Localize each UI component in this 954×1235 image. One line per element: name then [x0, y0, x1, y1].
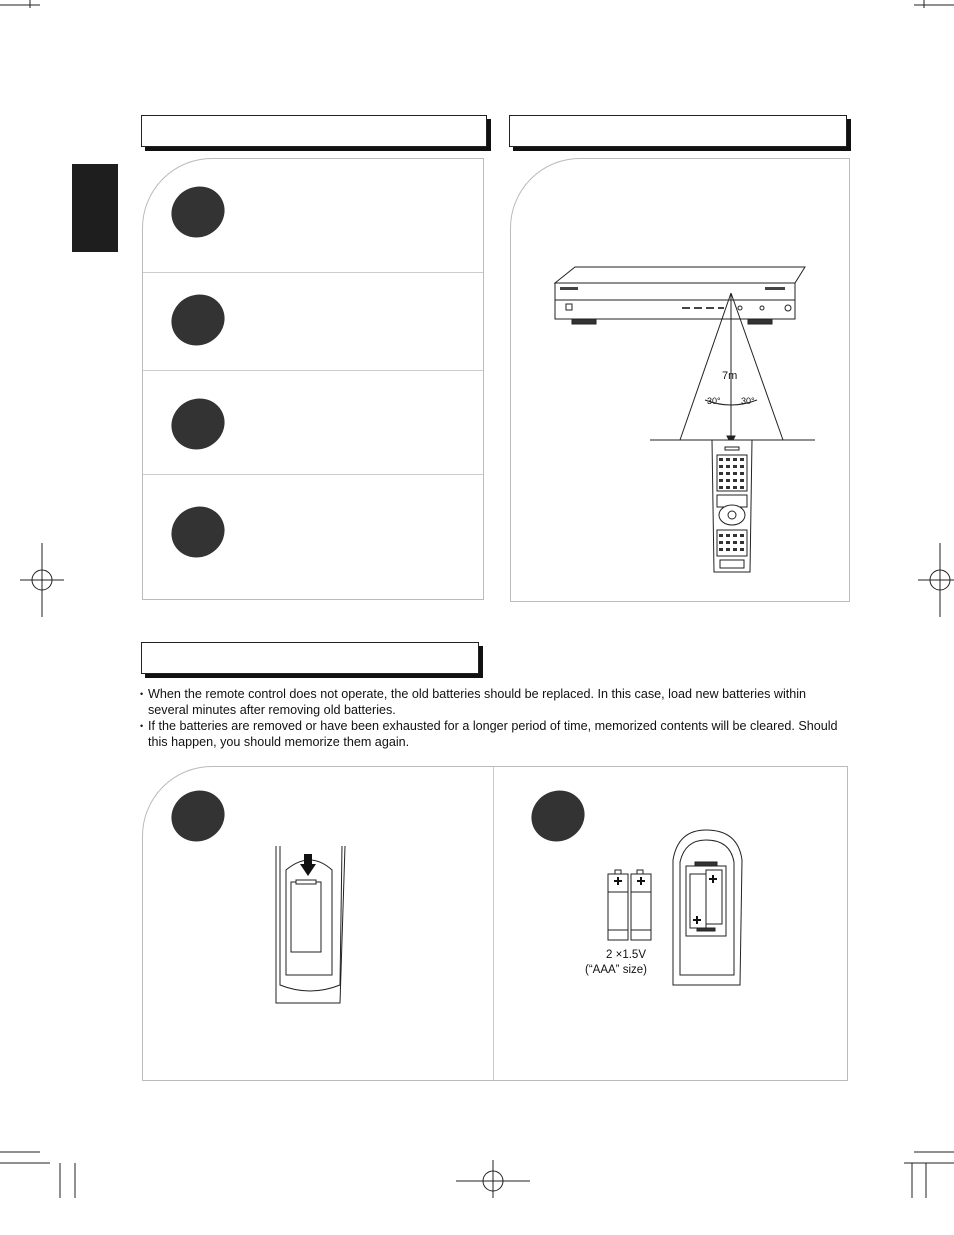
note-item: • If the batteries are removed or have been exhausted for a longer period of time, memorized contents will be cleared. Should this happen, you should memorize them again.: [140, 718, 845, 750]
battery-voltage: 1.5V: [622, 949, 646, 961]
plus-icon: [614, 877, 645, 885]
battery-compartment: [673, 830, 742, 985]
battery-count: 2: [606, 949, 613, 961]
distance-label: 7m: [722, 370, 738, 382]
angle-label-right: 30°: [741, 396, 755, 406]
times-symbol: ×: [615, 949, 623, 961]
battery-count-label: [606, 949, 646, 961]
note-item: • When the remote control does not operate, the old batteries should be replaced. In this case, load new batteries within several minutes after removing old batteries.: [140, 686, 845, 718]
angle-label-left: 30°: [707, 396, 721, 406]
battery-size-label: (“AAA” size): [585, 964, 647, 976]
